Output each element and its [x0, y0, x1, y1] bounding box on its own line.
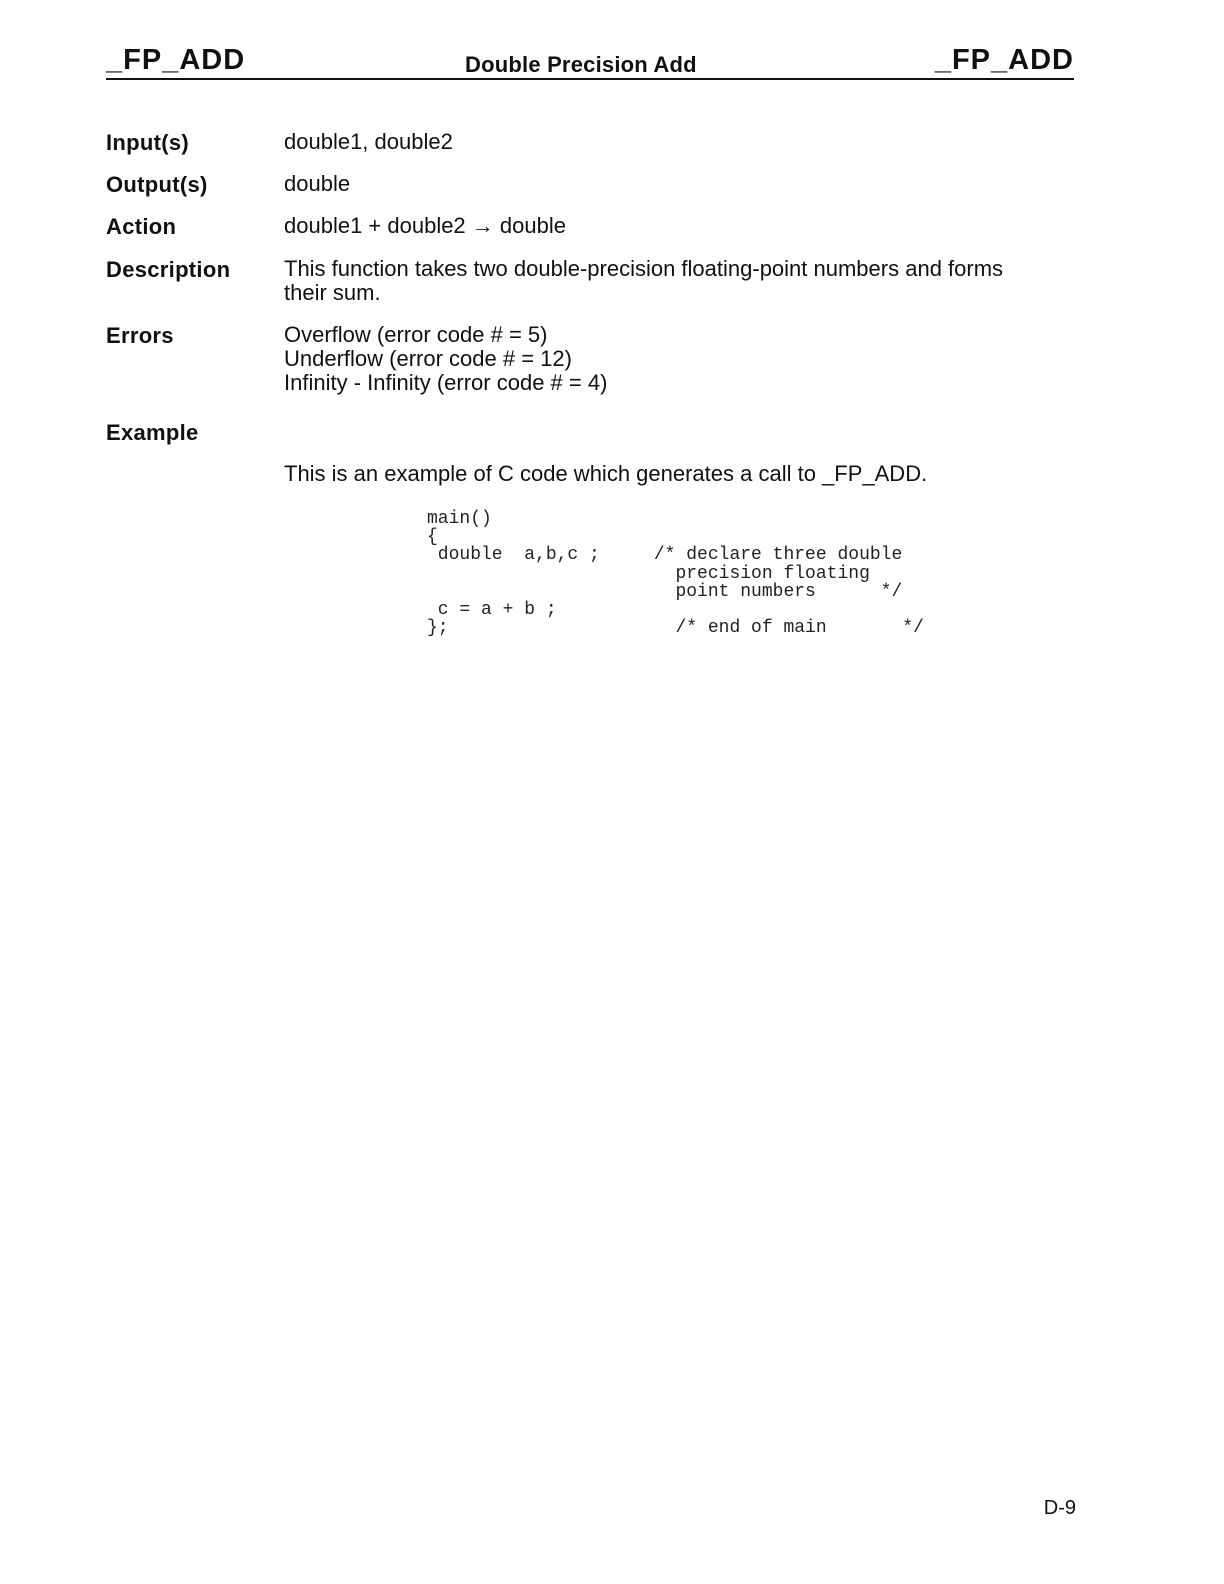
header-function-name-left: _FP_ADD [106, 44, 246, 76]
action-value: double1 + double2 → double [284, 213, 566, 238]
outputs-label: Output(s) [106, 172, 208, 197]
description-line: This function takes two double-precision floating-point numbers and forms [284, 256, 1004, 281]
code-example: main() { double a,b,c ; /* declare three double precision floating point numbers */ c = a + b ; }; /* end of main */ [427, 509, 924, 639]
description-text [284, 257, 1084, 305]
outputs-value: double [284, 171, 351, 196]
error-item: Underflow (error code # = 12) [284, 346, 572, 371]
header-function-name-right: _FP_ADD [934, 44, 1074, 76]
error-item: Overflow (error code # = 5) [284, 322, 548, 347]
header-title: Double Precision Add [465, 52, 697, 77]
description-line: their sum. [284, 280, 381, 305]
error-item: Infinity - Infinity (error code # = 4) [284, 370, 608, 395]
action-label: Action [106, 214, 177, 239]
page-header [106, 44, 1074, 80]
description-label: Description [106, 257, 231, 282]
errors-label: Errors [106, 323, 174, 348]
errors-list [284, 323, 1084, 395]
inputs-label: Input(s) [106, 130, 190, 155]
inputs-value: double1, double2 [284, 129, 453, 154]
page-number: D-9 [1043, 1497, 1076, 1519]
example-label: Example [106, 420, 199, 445]
example-intro: This is an example of C code which generates a call to _FP_ADD. [284, 461, 928, 486]
